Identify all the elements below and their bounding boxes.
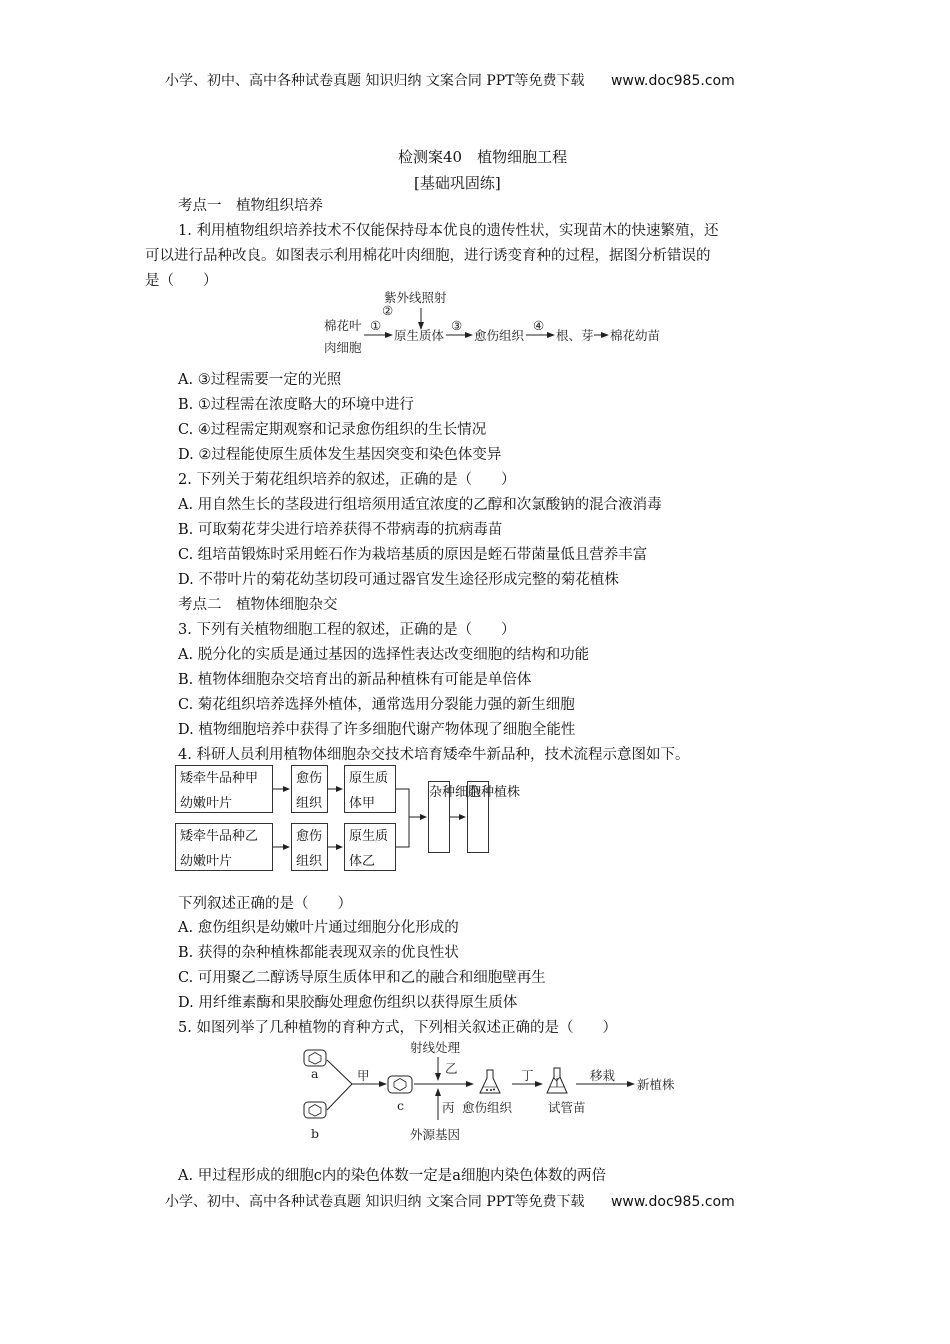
- step-3-label: ③: [451, 318, 463, 333]
- flow-box-hybrid-plant: 杂种植株: [467, 781, 489, 853]
- stage-seedling: 棉花幼苗: [610, 328, 661, 343]
- gene-label: 外源基因: [410, 1127, 461, 1142]
- q5-stem: 5. 如图列举了几种植物的育种方式，下列相关叙述正确的是（ ）: [178, 1020, 617, 1036]
- q5-option-a: A. 甲过程形成的细胞c内的染色体数一定是a细胞内染色体数的两倍: [178, 1168, 606, 1184]
- flow-box-callus-b-line1: 愈伤: [296, 829, 323, 844]
- stage-protoplast: 原生质体: [394, 328, 445, 343]
- flow-box-variety-a-line1: 矮牵牛品种甲: [180, 771, 259, 786]
- cell-a: [304, 1050, 326, 1066]
- q2-option-d: D. 不带叶片的菊花幼茎切段可通过器官发生途径形成完整的菊花植株: [178, 572, 619, 588]
- q3-option-c: C. 菊花组织培养选择外植体，通常选用分裂能力强的新生细胞: [178, 697, 575, 713]
- source-label-2: 肉细胞: [324, 340, 362, 355]
- page-subtitle: [基础巩固练]: [414, 174, 501, 192]
- flow-box-callus-a-line1: 愈伤: [296, 771, 323, 786]
- page-footer: [165, 1191, 735, 1211]
- label-c: c: [397, 1098, 405, 1113]
- new-plant-label: 新植株: [637, 1077, 675, 1092]
- q1-stem-line1: 1. 利用植物组织培养技术不仅能保持母本优良的遗传性状，实现苗木的快速繁殖，还: [178, 223, 719, 239]
- q2-option-b: B. 可取菊花芽尖进行培养获得不带病毒的抗病毒苗: [178, 522, 503, 538]
- q4-stem: 4. 科研人员利用植物体细胞杂交技术培育矮牵牛新品种，技术流程示意图如下。: [178, 747, 690, 763]
- flask-seedling: [547, 1068, 567, 1093]
- q4-option-d: D. 用纤维素酶和果胶酶处理愈伤组织以获得原生质体: [178, 995, 518, 1011]
- flow-box-protoplast-a-line1: 原生质: [349, 771, 389, 786]
- q2-stem: 2. 下列关于菊花组织培养的叙述，正确的是（ ）: [178, 472, 516, 488]
- q3-stem: 3. 下列有关植物细胞工程的叙述，正确的是（ ）: [178, 622, 516, 638]
- label-ding: 丁: [521, 1068, 534, 1083]
- merge-bracket: [396, 789, 409, 847]
- ray-label: 射线处理: [410, 1040, 461, 1055]
- section-heading-1: 考点一 植物组织培养: [178, 198, 323, 214]
- q2-option-a: A. 用自然生长的茎段进行组培须用适宜浓度的乙醇和次氯酸钠的混合液消毒: [178, 497, 662, 513]
- step-1-label: ①: [370, 318, 382, 333]
- section-heading-2: 考点二 植物体细胞杂交: [178, 597, 338, 613]
- flowchart-arrows: [175, 765, 495, 875]
- header-text: 小学、初中、高中各种试卷真题 知识归纳 文案合同 PPT等免费下载: [165, 73, 585, 89]
- flow-box-variety-b-line2: 幼嫩叶片: [180, 854, 233, 869]
- step-2-label: ②: [382, 303, 394, 318]
- source-label-1: 棉花叶: [324, 318, 362, 333]
- page-title: 检测案40 植物细胞工程: [398, 148, 568, 166]
- flow-box-callus-b-line2: 组织: [296, 854, 323, 869]
- q1-option-d: D. ②过程能使原生质体发生基因突变和染色体变异: [178, 447, 502, 463]
- flow-box-variety-a-line2: 幼嫩叶片: [180, 796, 233, 811]
- stage-roots-buds: 根、芽: [556, 328, 594, 343]
- flask-callus: [480, 1070, 500, 1093]
- merge-line-b: [327, 1084, 352, 1110]
- flow-box-protoplast-b-line2: 体乙: [349, 854, 376, 869]
- header-site[interactable]: www.doc985.com: [610, 73, 735, 89]
- flow-box-variety-b-line1: 矮牵牛品种乙: [180, 829, 259, 844]
- merge-line-a: [327, 1060, 352, 1084]
- label-yi: 乙: [445, 1061, 458, 1076]
- footer-text: 小学、初中、高中各种试卷真题 知识归纳 文案合同 PPT等免费下载: [165, 1194, 585, 1210]
- cell-c: [388, 1076, 412, 1093]
- q1-stem-line3: 是（ ）: [145, 273, 218, 289]
- q1-diagram: [318, 288, 678, 360]
- q4-flowchart: [175, 765, 521, 869]
- q4-option-a: A. 愈伤组织是幼嫩叶片通过细胞分化形成的: [178, 920, 459, 936]
- flow-box-callus-a-line2: 组织: [296, 796, 323, 811]
- q1-option-b: B. ①过程需在浓度略大的环境中进行: [178, 397, 414, 413]
- callus-label: 愈伤组织: [462, 1100, 513, 1115]
- q4-option-c: C. 可用聚乙二醇诱导原生质体甲和乙的融合和细胞壁再生: [178, 970, 546, 986]
- uv-label: 紫外线照射: [384, 290, 447, 305]
- flow-box-hybrid-cell: 杂种细胞: [428, 781, 450, 853]
- tube-seedling-label: 试管苗: [548, 1100, 586, 1115]
- q3-option-a: A. 脱分化的实质是通过基因的选择性表达改变细胞的结构和功能: [178, 647, 590, 663]
- q1-stem-line2: 可以进行品种改良。如图表示利用棉花叶肉细胞，进行诱变育种的过程，据图分析错误的: [145, 248, 711, 264]
- q5-diagram: [290, 1040, 690, 1148]
- step-4-label: ④: [533, 318, 545, 333]
- q3-option-b: B. 植物体细胞杂交培育出的新品种植株有可能是单倍体: [178, 672, 532, 688]
- q4-option-b: B. 获得的杂种植株都能表现双亲的优良性状: [178, 945, 459, 961]
- q2-option-c: C. 组培苗锻炼时采用蛭石作为栽培基质的原因是蛭石带菌量低且营养丰富: [178, 547, 648, 563]
- transplant-label: 移栽: [590, 1068, 616, 1083]
- label-jia: 甲: [357, 1068, 370, 1083]
- flow-box-protoplast-b-line1: 原生质: [349, 829, 389, 844]
- flow-box-protoplast-a-line2: 体甲: [349, 796, 376, 811]
- q1-option-a: A. ③过程需要一定的光照: [178, 372, 342, 388]
- q3-option-d: D. 植物细胞培养中获得了许多细胞代谢产物体现了细胞全能性: [178, 722, 576, 738]
- page-header: [165, 70, 735, 90]
- label-a: a: [311, 1066, 319, 1081]
- cell-b: [304, 1102, 326, 1118]
- q1-option-c: C. ④过程需定期观察和记录愈伤组织的生长情况: [178, 422, 487, 438]
- q4-prompt: 下列叙述正确的是（ ）: [178, 896, 352, 912]
- label-b: b: [311, 1126, 320, 1141]
- label-bing: 丙: [442, 1100, 455, 1115]
- stage-callus: 愈伤组织: [474, 328, 525, 343]
- footer-site[interactable]: www.doc985.com: [610, 1194, 735, 1210]
